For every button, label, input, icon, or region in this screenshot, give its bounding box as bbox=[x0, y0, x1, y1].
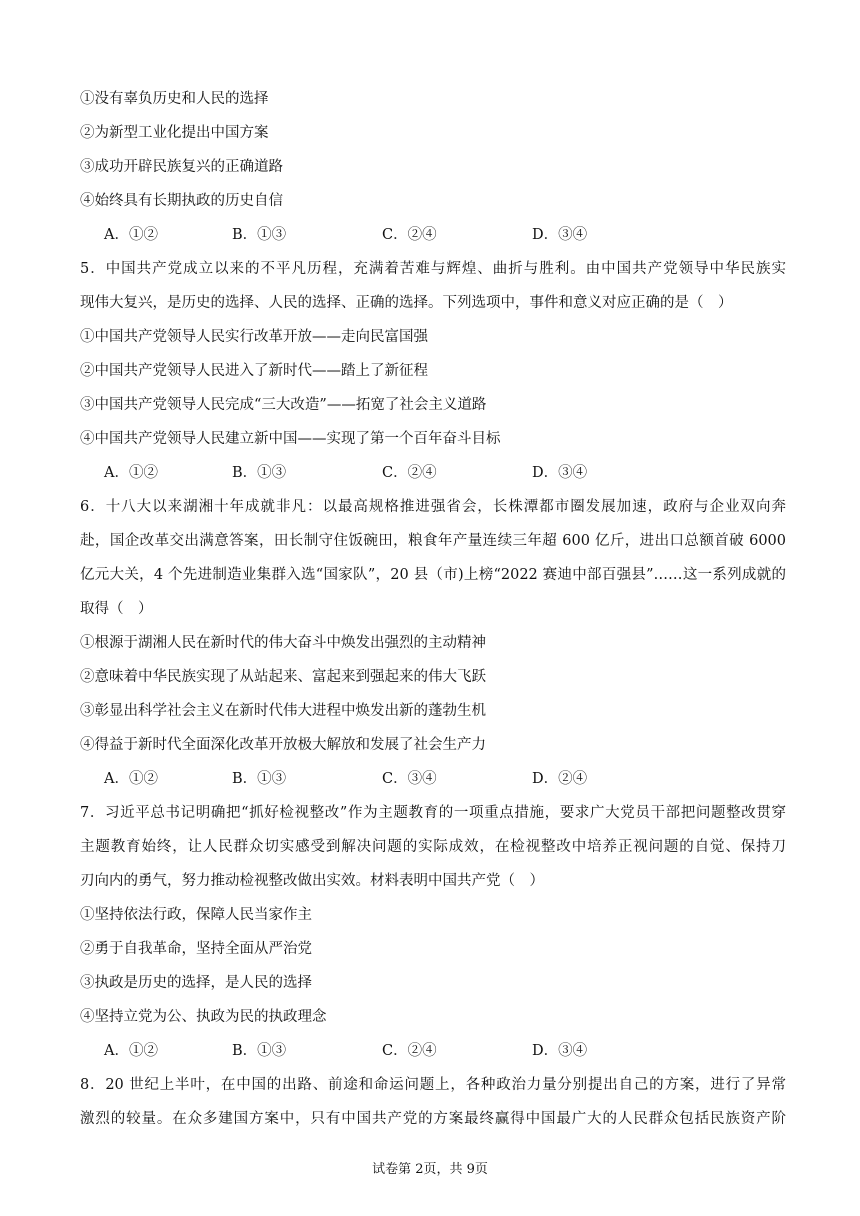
q5-options bbox=[104, 462, 704, 484]
q7-stem-line-1: 7．习近平总书记明确把“抓好检视整改”作为主题教育的一项重点措施，要求广大党员干部把问题整改贯穿 bbox=[80, 805, 786, 821]
q5-option-c: C．②④ bbox=[382, 465, 437, 481]
q8-stem-line-2: 激烈的较量。在众多建国方案中，只有中国共产党的方案最终赢得中国最广大的人民群众包括民族资产阶 bbox=[80, 1111, 786, 1127]
q7-option-d: D．③④ bbox=[532, 1043, 588, 1059]
q6-option-a: A．①② bbox=[104, 771, 158, 787]
q7-options bbox=[104, 1040, 704, 1062]
q7-stem-line-2: 主题教育始终，让人民群众切实感受到解决问题的实际成效，在检视整改中培养正视问题的自觉、保持刀 bbox=[80, 839, 786, 855]
q6-item-3: ③彰显出科学社会主义在新时代伟大进程中焕发出新的蓬勃生机 bbox=[80, 703, 486, 719]
q7-option-c: C．②④ bbox=[382, 1043, 437, 1059]
q4-option-c: C．②④ bbox=[382, 227, 437, 243]
q6-item-2: ②意味着中华民族实现了从站起来、富起来到强起来的伟大飞跃 bbox=[80, 669, 486, 685]
q7-stem-line-3: 刃向内的勇气，努力推动检视整改做出实效。材料表明中国共产党（ ） bbox=[80, 873, 544, 889]
q5-item-4: ④中国共产党领导人民建立新中国——实现了第一个百年奋斗目标 bbox=[80, 431, 501, 447]
q4-option-d: D．③④ bbox=[532, 227, 588, 243]
q5-stem-line-1: 5．中国共产党成立以来的不平凡历程，充满着苦难与辉煌、曲折与胜利。由中国共产党领导中华民族实 bbox=[80, 261, 786, 277]
q4-options bbox=[104, 224, 704, 246]
q6-item-4: ④得益于新时代全面深化改革开放极大解放和发展了社会生产力 bbox=[80, 737, 486, 753]
q7-item-2: ②勇于自我革命，坚持全面从严治党 bbox=[80, 941, 312, 957]
q6-options bbox=[104, 768, 704, 790]
q6-stem-line-4: 取得（ ） bbox=[80, 601, 153, 617]
q7-item-4: ④坚持立党为公、执政为民的执政理念 bbox=[80, 1009, 327, 1025]
q6-stem-line-3: 亿元大关，4 个先进制造业集群入选“国家队”，20 县（市)上榜“2022 赛迪中部百强县”……这一系列成就的 bbox=[80, 567, 786, 583]
page-footer: 试卷第 2页，共 9页 bbox=[372, 1162, 488, 1177]
q6-item-1: ①根源于湖湘人民在新时代的伟大奋斗中焕发出强烈的主动精神 bbox=[80, 635, 486, 651]
q4-option-a: A．①② bbox=[104, 227, 158, 243]
q6-option-b: B．①③ bbox=[232, 771, 287, 787]
q5-stem-line-2: 现伟大复兴，是历史的选择、人民的选择、正确的选择。下列选项中，事件和意义对应正确的是（ ） bbox=[80, 295, 733, 311]
q6-option-c: C．③④ bbox=[382, 771, 437, 787]
q4-option-b: B．①③ bbox=[232, 227, 287, 243]
q5-item-2: ②中国共产党领导人民进入了新时代——踏上了新征程 bbox=[80, 363, 428, 379]
q5-item-1: ①中国共产党领导人民实行改革开放——走向民富国强 bbox=[80, 329, 428, 345]
q7-option-b: B．①③ bbox=[232, 1043, 287, 1059]
q7-option-a: A．①② bbox=[104, 1043, 158, 1059]
q4-item-2: ②为新型工业化提出中国方案 bbox=[80, 125, 269, 141]
q6-stem-line-2: 赴，国企改革交出满意答案，田长制守住饭碗田，粮食年产量连续三年超 600 亿斤，进出口总额首破 6000 bbox=[80, 533, 786, 549]
q4-item-3: ③成功开辟民族复兴的正确道路 bbox=[80, 159, 283, 175]
q6-stem-line-1: 6．十八大以来湖湘十年成就非凡：以最高规格推进强省会，长株潭都市圈发展加速，政府与企业双向奔 bbox=[80, 499, 786, 515]
q8-stem-line-1: 8．20 世纪上半叶，在中国的出路、前途和命运问题上，各种政治力量分别提出自己的方案，进行了异常 bbox=[80, 1077, 786, 1093]
q7-item-3: ③执政是历史的选择，是人民的选择 bbox=[80, 975, 312, 991]
q5-item-3: ③中国共产党领导人民完成“三大改造”——拓宽了社会主义道路 bbox=[80, 397, 487, 413]
q4-item-1: ①没有辜负历史和人民的选择 bbox=[80, 91, 269, 107]
q6-option-d: D．②④ bbox=[532, 771, 588, 787]
q5-option-b: B．①③ bbox=[232, 465, 287, 481]
q5-option-a: A．①② bbox=[104, 465, 158, 481]
q4-item-4: ④始终具有长期执政的历史自信 bbox=[80, 193, 283, 209]
q5-option-d: D．③④ bbox=[532, 465, 588, 481]
q7-item-1: ①坚持依法行政，保障人民当家作主 bbox=[80, 907, 312, 923]
